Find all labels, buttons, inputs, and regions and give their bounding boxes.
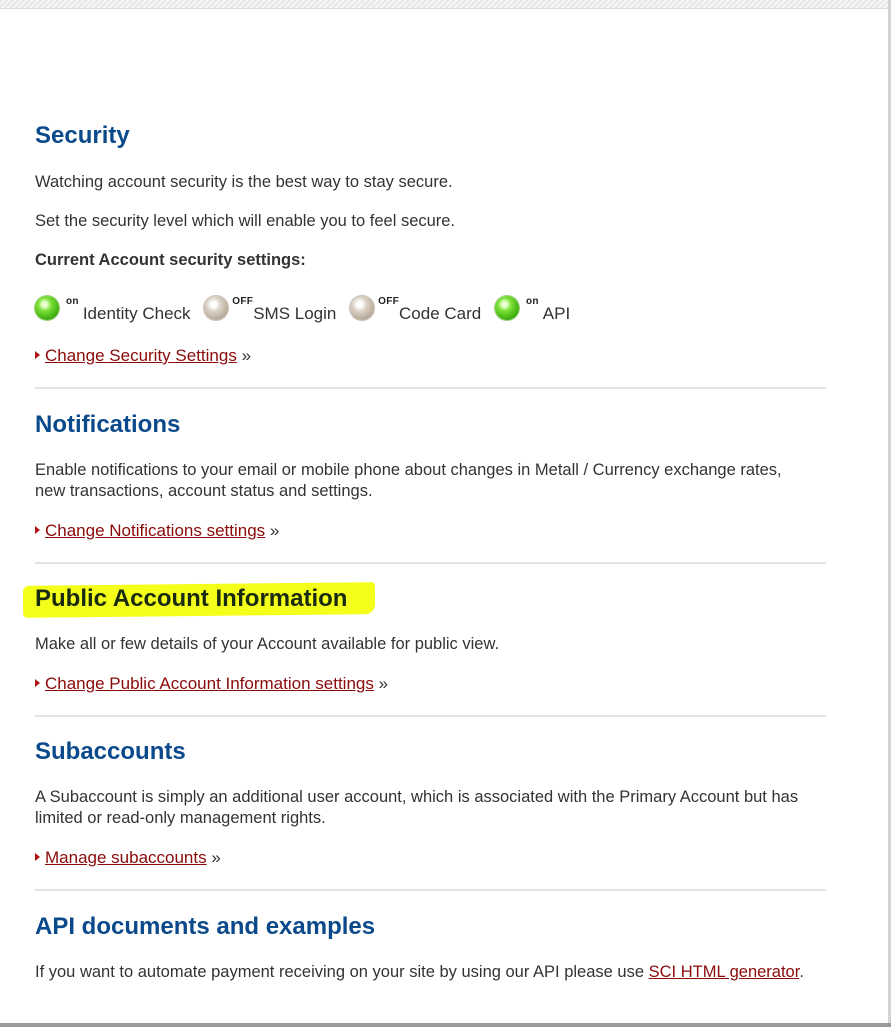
api-desc-end: . bbox=[799, 963, 804, 981]
status-state: on bbox=[66, 296, 79, 307]
divider bbox=[35, 387, 826, 389]
public-info-link-row bbox=[35, 673, 388, 694]
status-off-icon bbox=[350, 296, 374, 320]
status-on-icon bbox=[35, 296, 59, 320]
raquo: » bbox=[269, 521, 280, 540]
api-desc-text: If you want to automate payment receiving on your site by using our API please use bbox=[35, 963, 649, 981]
security-desc-1: Watching account security is the best way to stay secure. bbox=[35, 173, 453, 191]
api-title: API documents and examples bbox=[35, 913, 376, 940]
status-off-icon bbox=[204, 296, 228, 320]
raquo: » bbox=[211, 848, 221, 867]
api-desc bbox=[35, 962, 805, 983]
status-code-card bbox=[350, 296, 482, 323]
status-identity-check bbox=[35, 296, 191, 323]
security-title: Security bbox=[35, 122, 130, 149]
subaccounts-title: Subaccounts bbox=[35, 738, 186, 765]
status-api bbox=[495, 296, 571, 323]
change-security-settings-link[interactable]: Change Security Settings bbox=[45, 346, 237, 365]
status-label: Identity Check bbox=[82, 304, 191, 323]
status-state: OFF bbox=[378, 296, 400, 307]
subaccounts-link-row bbox=[35, 847, 221, 868]
status-label: Code Card bbox=[399, 304, 482, 323]
current-settings-label: Current Account security settings: bbox=[35, 251, 306, 269]
raquo: » bbox=[241, 346, 252, 365]
bullet-arrow-icon bbox=[35, 526, 40, 534]
bottom-border bbox=[0, 1023, 891, 1027]
divider bbox=[35, 715, 826, 717]
divider bbox=[35, 889, 826, 891]
raquo: » bbox=[378, 674, 389, 693]
top-border bbox=[0, 0, 891, 9]
subaccounts-desc: A Subaccount is simply an additional user account, which is associated with the Primary Account but has limited or read-only management rights. bbox=[35, 788, 799, 827]
status-label: API bbox=[542, 304, 571, 323]
status-state: on bbox=[525, 296, 539, 307]
bullet-arrow-icon bbox=[35, 853, 40, 861]
status-label: SMS Login bbox=[253, 304, 337, 323]
change-public-info-settings-link[interactable]: Change Public Account Information settings bbox=[45, 674, 374, 693]
bullet-arrow-icon bbox=[35, 351, 40, 359]
divider bbox=[35, 562, 826, 564]
change-notifications-settings-link[interactable]: Change Notifications settings bbox=[45, 521, 266, 540]
security-status-row bbox=[35, 296, 579, 328]
sci-html-generator-link[interactable]: SCI HTML generator bbox=[648, 963, 800, 981]
status-sms-login bbox=[204, 296, 337, 323]
manage-subaccounts-link[interactable]: Manage subaccounts bbox=[45, 848, 207, 867]
notifications-title: Notifications bbox=[35, 411, 181, 438]
notifications-link-row bbox=[35, 520, 279, 541]
bullet-arrow-icon bbox=[35, 679, 40, 687]
security-link-row bbox=[35, 345, 251, 366]
security-desc-2: Set the security level which will enable you to feel secure. bbox=[35, 212, 456, 230]
public-info-desc: Make all or few details of your Account available for public view. bbox=[35, 635, 500, 653]
public-info-title: Public Account Information bbox=[35, 585, 348, 612]
status-state: OFF bbox=[232, 296, 254, 307]
notifications-desc: Enable notifications to your email or mobile phone about changes in Metall / Currency exchange rates, new transactions, account status and settings. bbox=[35, 461, 782, 500]
status-on-icon bbox=[495, 296, 519, 320]
